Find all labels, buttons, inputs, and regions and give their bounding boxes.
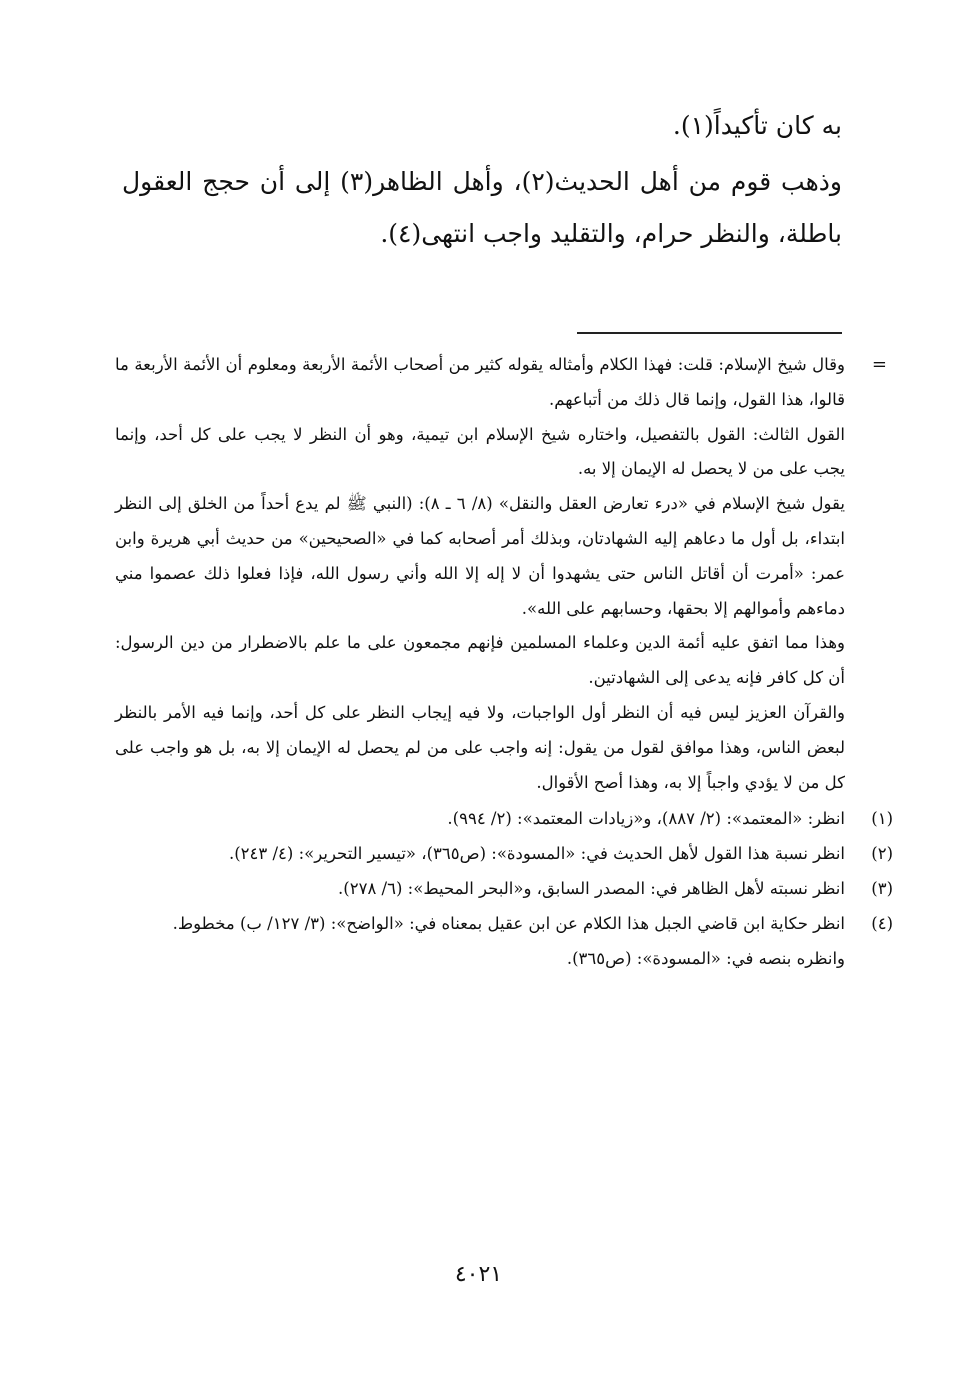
footnote-number: (٣) [871, 878, 893, 898]
footnote-number: (١) [871, 809, 893, 829]
main-text-block [122, 156, 842, 260]
footnote-2 [115, 837, 893, 872]
continuation-marker: = [871, 354, 887, 375]
footnotes-section [115, 348, 893, 976]
footnote-number: (٢) [871, 844, 893, 864]
continuation-paragraph: وقال شيخ الإسلام: قلت: فهذا الكلام وأمثاله يقوله كثير من أصحاب الأئمة الأربعة ومعلوم أن الأئمة الأربعة ما قالوا، هذا القول، وإنما قال ذلك من أتباعهم. [115, 355, 845, 409]
footnote-text: انظر نسبة هذا القول لأهل الحديث في: «المسودة»: (ص٣٦٥)، «تيسير التحرير»: (٤/ ٢٤٣). [228, 844, 845, 864]
footnote-text-extra: وانظره بنصه في: «المسودة»: (ص٣٦٥). [566, 948, 845, 968]
main-paragraph-2: وذهب قوم من أهل الحديث(٢)، وأهل الظاهر(٣) إلى أن حجج العقول باطلة، والنظر حرام، والتقليد واجب انتهى(٤). [122, 167, 842, 248]
continuation-paragraph: القول الثالث: القول بالتفصيل، واختاره شيخ الإسلام ابن تيمية، وهو أن النظر لا يجب على كل أحد، وإنما يجب على من لا يحصل له الإيمان إلا به. [115, 424, 845, 479]
continuation-paragraph: وهذا مما اتفق عليه أئمة الدين وعلماء المسلمين فإنهم مجمعون على ما علم بالاضطرار من دين الرسول: أن كل كافر فإنه يدعى إلى الشهادتين. [115, 633, 845, 688]
continuation-paragraph: يقول شيخ الإسلام في «درء تعارض العقل والنقل» (٨/ ٦ ـ ٨): (النبي ﷺ لم يدع أحداً من الخلق إلى النظر ابتداء، بل أول ما دعاهم إليه الشهادتان، وبذلك أمر أصحابه كما في «الصحيحين» من حديث أبي هريرة وابن عمر: «أمرت أن أقاتل الناس حتى يشهدوا أن لا إله إلا الله وأني رسول الله، فإذا فعلوا ذلك عصموا مني دماءهم وأموالهم إلا بحقها، وحسابهم على الله». [115, 494, 845, 618]
footnote-continuation [115, 348, 887, 800]
footnote-separator [577, 332, 842, 334]
footnote-number: (٤) [871, 913, 893, 933]
footnote-3 [115, 872, 893, 907]
footnote-4 [115, 907, 893, 977]
footnote-text: انظر: «المعتمد»: (٢/ ٨٨٧)، و«زيادات المعتمد»: (٢/ ٩٩٤). [447, 809, 845, 829]
footnote-list [115, 802, 893, 976]
footnote-1 [115, 802, 893, 837]
main-text-line [122, 100, 842, 152]
page-number: ٤٠٢١ [454, 1262, 503, 1287]
main-paragraph-1: به كان تأكيداً(١). [672, 111, 842, 140]
footnote-text: انظر نسبته لأهل الظاهر في: المصدر السابق، و«البحر المحيط»: (٦/ ٢٧٨). [338, 878, 845, 898]
footnote-text: انظر حكاية ابن قاضي الجبل هذا الكلام عن ابن عقيل بمعناه في: «الواضح»: (٣/ ١٢٧/ ب) مخطوط. [172, 913, 845, 933]
continuation-paragraph: والقرآن العزيز ليس فيه أن النظر أول الواجبات، ولا فيه إيجاب النظر على كل أحد، وإنما فيه الأمر بالنظر لبعض الناس، وهذا موافق لقول من يقول: إنه واجب على من لم يحصل له الإيمان إلا به، بل هو واجب على كل من لا يؤدي واجباً إلا به، وهذا أصح الأقوال. [115, 702, 846, 792]
